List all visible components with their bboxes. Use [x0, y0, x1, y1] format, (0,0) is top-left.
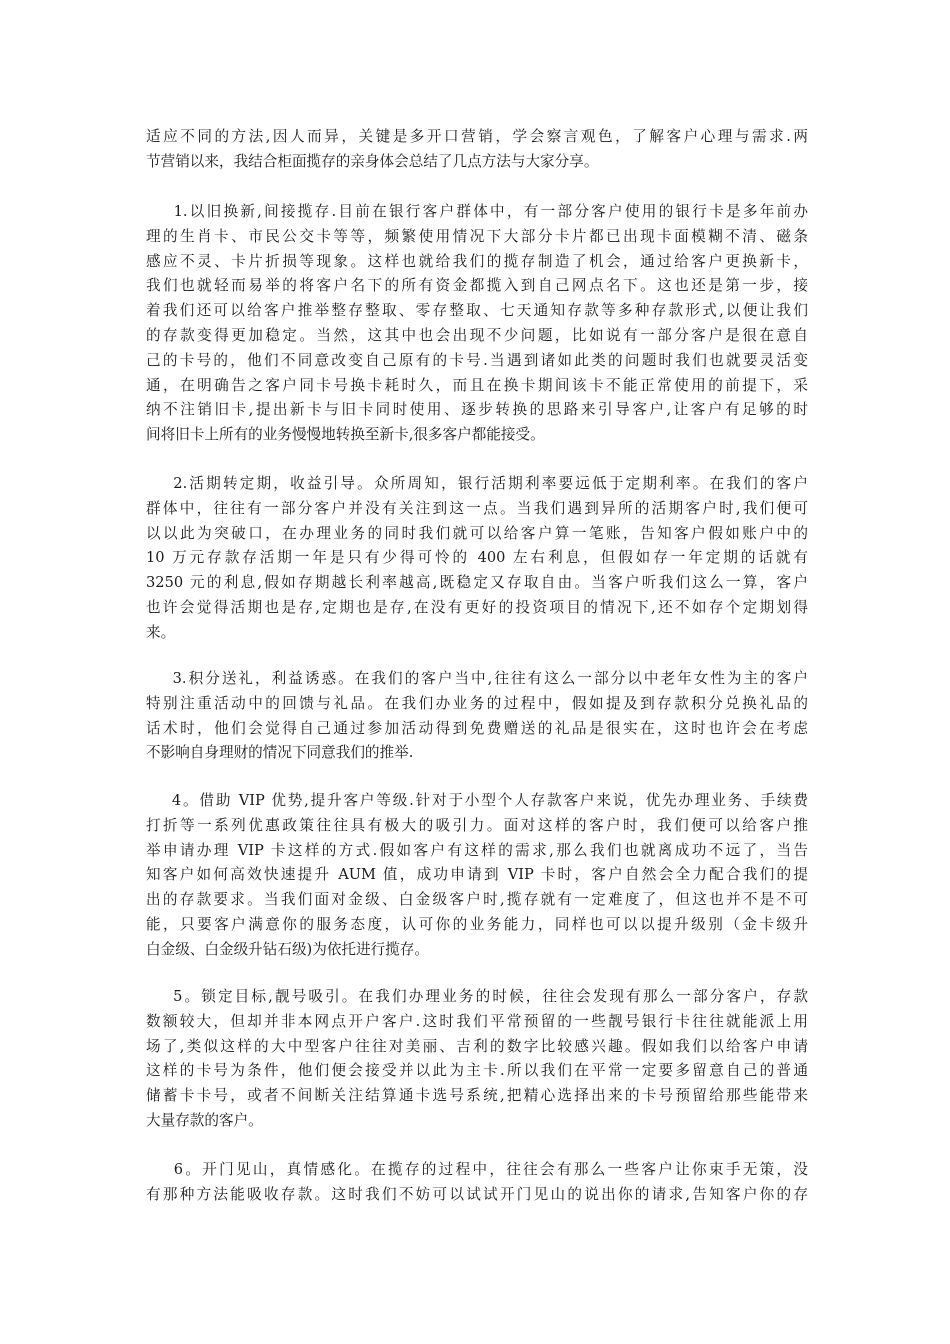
- text-line: 场了,类似这样的大中型客户往往对美丽、吉利的数字比较感兴趣。假如我们以给客户申请: [146, 1037, 808, 1055]
- paragraph-method-4: [146, 789, 808, 963]
- text-line: 10 万元存款存活期一年是只有少得可怜的 400 左右利息，但假如存一年定期的话就有: [146, 549, 808, 567]
- text-line: 群体中，往往有一部分客户并没有关注到这一点。当我们遇到异所的活期客户时,我们便可: [146, 499, 808, 517]
- text-line: 大量存款的客户。: [146, 1111, 263, 1129]
- paragraph-method-1: [146, 200, 808, 448]
- text-line: 间将旧卡上所有的业务慢慢地转换至新卡,很多客户都能接受。: [146, 426, 545, 444]
- text-line: 我们也就轻而易举的将客户名下的所有资金都揽入到自己网点名下。这也还是第一步，接: [146, 277, 808, 295]
- text-line: 也许会觉得活期也是存,定期也是存,在没有更好的投资项目的情况下,还不如存个定期划得: [146, 598, 808, 616]
- text-line: 节营销以来，我结合柜面揽存的亲身体会总结了几点方法与大家分享。: [146, 152, 599, 170]
- text-line: 数额较大，但却并非本网点开户客户.这时我们平常预留的一些靓号银行卡往往就能派上用: [146, 1012, 808, 1030]
- text-line: 3250 元的利息,假如存期越长利率越高,既稳定又存取自由。当客户听我们这么一算，客户: [146, 574, 808, 592]
- text-line: 感应不灵、卡片折损等现象。这样也就给我们的揽存制造了机会，通过给客户更换新卡，: [146, 252, 808, 270]
- text-line: 通，在明确告之客户同卡号换卡耗时久，而且在换卡期间该卡不能正常使用的前提下，采: [146, 376, 808, 394]
- paragraph-intro: [146, 125, 808, 175]
- text-line: 以以此为突破口，在办理业务的同时我们就可以给客户算一笔账，告知客户假如账户中的: [146, 524, 808, 542]
- paragraph-method-6: [146, 1158, 808, 1208]
- text-line: 3.积分送礼，利益诱惑。在我们的客户当中,往往有这么一部分以中老年女性为主的客户: [146, 670, 808, 687]
- text-line: 纳不注销旧卡,提出新卡与旧卡同时使用、逐步转换的思路来引导客户,让客户有足够的时: [146, 401, 808, 419]
- text-line: 举申请办理 VIP 卡这样的方式.假如客户有这样的需求,那么我们也就离成功不远了，当告: [146, 841, 808, 859]
- text-line: 来。: [146, 623, 176, 641]
- text-line: 出的存款要求。当我们面对金级、白金级客户时,揽存就有一定难度了，但这也并不是不可: [146, 891, 808, 909]
- text-line: 5。锁定目标,靓号吸引。在我们办理业务的时候，往往会发现有那么一部分客户，存款: [146, 988, 808, 1005]
- text-line: 能，只要客户满意你的服务态度，认可你的业务能力，同样也可以以提升级别（金卡级升: [146, 915, 808, 933]
- text-line: 特别注重活动中的回馈与礼品。在我们办业务的过程中，假如提及到存款积分兑换礼品的: [146, 694, 808, 712]
- paragraph-method-3: [146, 667, 808, 766]
- paragraph-method-5: [146, 985, 808, 1134]
- text-line: 1.以旧换新,间接揽存.目前在银行客户群体中，有一部分客户使用的银行卡是多年前办: [146, 203, 808, 220]
- text-line: 6。开门见山，真情感化。在揽存的过程中，往往会有那么一些客户让你束手无策，没: [146, 1161, 808, 1178]
- text-line: 的存款变得更加稳定。当然，这其中也会出现不少问题，比如说有一部分客户是很在意自: [146, 326, 808, 344]
- text-line: 2.活期转定期，收益引导。众所周知，银行活期利率要远低于定期利率。在我们的客户: [146, 475, 808, 492]
- text-line: 这样的卡号为条件，他们便会接受并以此为主卡.所以我们在平常一定要多留意自己的普通: [146, 1062, 808, 1080]
- text-line: 不影响自身理财的情况下同意我们的推举.: [146, 744, 414, 762]
- text-line: 适应不同的方法,因人而异，关键是多开口营销，学会察言观色，了解客户心理与需求.两: [146, 128, 808, 145]
- text-line: 有那种方法能吸收存款。这时我们不妨可以试试开门见山的说出你的请求,告知客户你的存: [146, 1185, 808, 1203]
- text-line: 知客户如何高效快速提升 AUM 值，成功申请到 VIP 卡时，客户自然会全力配合我们的提: [146, 866, 808, 884]
- text-line: 理的生肖卡、市民公交卡等等，频繁使用情况下大部分卡片都已出现卡面模糊不清、磁条: [146, 227, 808, 245]
- text-line: 白金级、白金级升钻石级)为依托进行揽存。: [146, 940, 429, 958]
- text-line: 己的卡号的，他们不同意改变自己原有的卡号.当遇到诸如此类的问题时我们也就要灵活变: [146, 351, 808, 369]
- text-line: 话术时，他们会觉得自己通过参加活动得到免费赠送的礼品是很实在，这时也许会在考虑: [146, 719, 808, 737]
- text-line: 着我们还可以给客户推举整存整取、零存整取、七天通知存款等多种存款形式,以便让我们: [146, 302, 808, 320]
- text-line: 储蓄卡卡号，或者不间断关注结算通卡选号系统,把精心选择出来的卡号预留给那些能带来: [146, 1087, 808, 1105]
- text-line: 4。借助 VIP 优势,提升客户等级.针对于小型个人存款客户来说，优先办理业务、手续费: [146, 792, 808, 809]
- text-line: 打折等一系列优惠政策往往具有极大的吸引力。面对这样的客户时，我们便可以给客户推: [146, 816, 808, 834]
- paragraph-method-2: [146, 472, 808, 646]
